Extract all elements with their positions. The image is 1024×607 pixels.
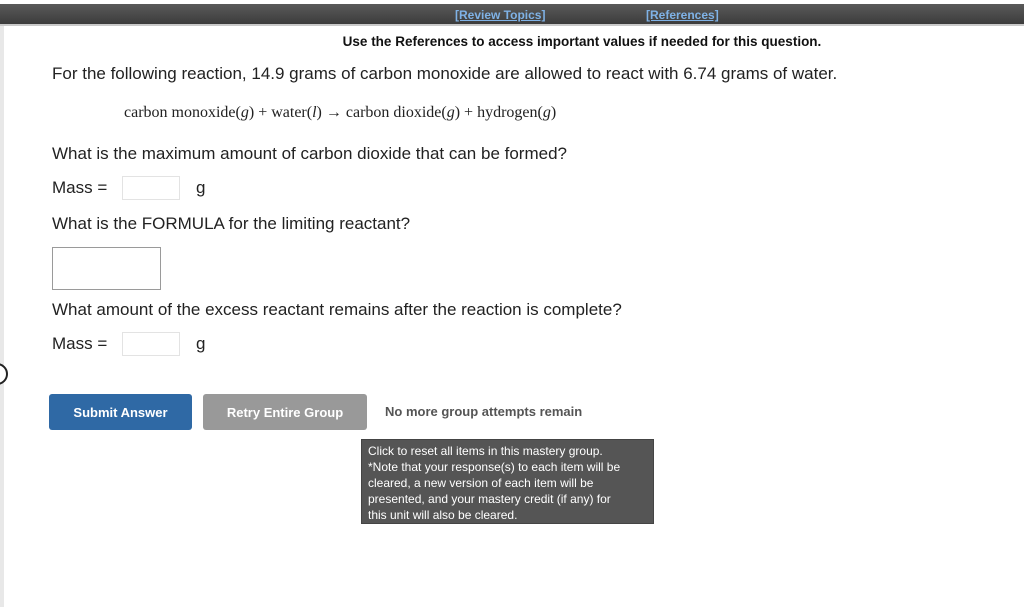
question-limiting-reactant: What is the FORMULA for the limiting reactant? xyxy=(52,214,411,233)
attempts-remaining-text: No more group attempts remain xyxy=(385,404,583,419)
references-link[interactable]: [References] xyxy=(646,8,719,22)
mass-row-2 xyxy=(52,331,205,357)
unit-label-1: g xyxy=(196,178,206,197)
state-2: l xyxy=(312,104,317,121)
instruction-label: Use the References to access important values if needed for this question. xyxy=(342,34,822,49)
retry-tooltip xyxy=(361,439,654,524)
product-1: carbon dioxide xyxy=(345,104,442,121)
tooltip-line-2: *Note that your response(s) to each item will be xyxy=(368,460,621,474)
tooltip-line-5: this unit will also be cleared. xyxy=(368,508,518,522)
mouse-cursor-circle-icon xyxy=(0,363,8,385)
state-1: g xyxy=(240,104,249,121)
review-topics-link[interactable]: [Review Topics] xyxy=(455,8,546,22)
reaction-equation: carbon monoxide(g) + water(l) → carbon dioxide(g) + hydrogen(g) xyxy=(124,104,557,121)
reactant-1: carbon monoxide xyxy=(124,104,236,121)
mass-excess-input[interactable] xyxy=(122,332,180,356)
reactant-2: water xyxy=(271,104,307,121)
state-4: g xyxy=(542,104,551,121)
product-2: hydrogen xyxy=(477,104,538,121)
mass-label-1: Mass = xyxy=(52,178,108,197)
question-excess-reactant: What amount of the excess reactant remains after the reaction is complete? xyxy=(52,300,622,319)
instruction-text xyxy=(0,34,1024,49)
mass-row-1 xyxy=(52,175,205,201)
arrow-icon: → xyxy=(325,104,342,121)
state-3: g xyxy=(446,104,455,121)
question-max-co2: What is the maximum amount of carbon dioxide that can be formed? xyxy=(52,144,567,163)
problem-statement: For the following reaction, 14.9 grams of carbon monoxide are allowed to react with 6.74 grams of water. xyxy=(52,64,838,83)
tooltip-line-1: Click to reset all items in this mastery group. xyxy=(368,444,603,458)
mass-co2-input[interactable] xyxy=(122,176,180,200)
submit-answer-button[interactable]: Submit Answer xyxy=(49,394,192,430)
top-toolbar xyxy=(0,4,1024,26)
tooltip-line-4: presented, and your mastery credit (if any) for xyxy=(368,492,611,506)
unit-label-2: g xyxy=(196,334,206,353)
tooltip-line-3: cleared, a new version of each item will be xyxy=(368,476,594,490)
mass-label-2: Mass = xyxy=(52,334,108,353)
formula-input[interactable] xyxy=(52,247,161,290)
left-edge-border xyxy=(0,26,4,607)
retry-entire-group-button[interactable]: Retry Entire Group xyxy=(203,394,367,430)
